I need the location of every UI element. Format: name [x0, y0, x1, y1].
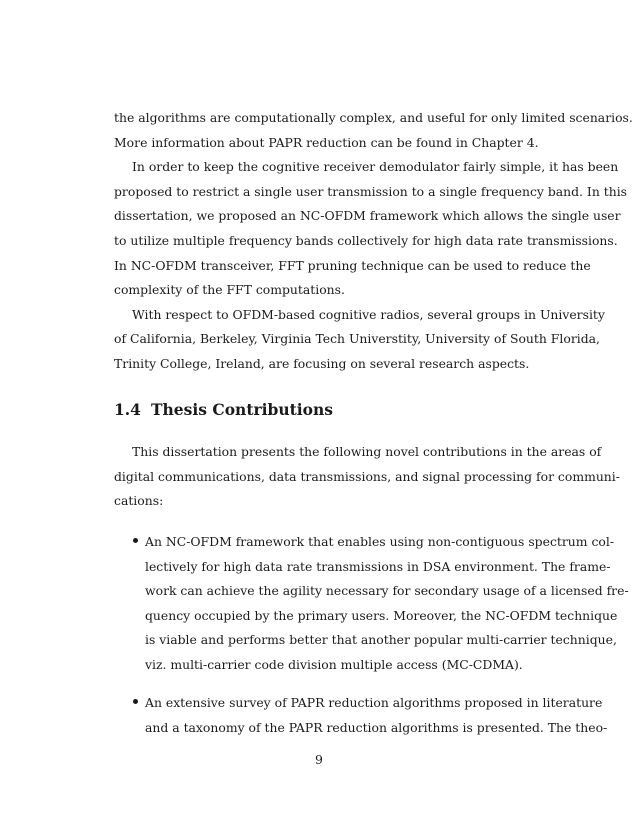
- text-line: quency occupied by the primary users. Moreover, the NC-OFDM technique: [145, 607, 618, 623]
- text-line: More information about PAPR reduction can be found in Chapter 4.: [114, 134, 539, 150]
- text-line: An NC-OFDM framework that enables using non-contiguous spectrum col-: [145, 534, 615, 549]
- page-number: 9: [315, 752, 323, 767]
- text-line: lectively for high data rate transmissions in DSA environment. The frame-: [145, 558, 611, 574]
- text-line: digital communications, data transmissions, and signal processing for communi-: [114, 468, 620, 484]
- text-line: cations:: [114, 493, 164, 509]
- text-line: An extensive survey of PAPR reduction algorithms proposed in literature: [145, 695, 603, 710]
- text-line: In order to keep the cognitive receiver demodulator fairly simple, it has been: [132, 159, 619, 175]
- text-line: In NC-OFDM transceiver, FFT pruning technique can be used to reduce the: [114, 257, 591, 273]
- paragraph-block-1: [114, 106, 633, 377]
- bullet-icon: [133, 538, 138, 543]
- section-number: 1.4: [114, 400, 141, 419]
- text-line: the algorithms are computationally complex, and useful for only limited scenarios.: [114, 110, 633, 125]
- text-line: and a taxonomy of the PAPR reduction algorithms is presented. The theo-: [145, 719, 608, 735]
- section-heading: [114, 400, 333, 419]
- text-line: proposed to restrict a single user transmission to a single frequency band. In this: [114, 183, 628, 199]
- text-line: dissertation, we proposed an NC-OFDM framework which allows the single user: [114, 208, 621, 224]
- text-line: This dissertation presents the following novel contributions in the areas of: [132, 444, 602, 459]
- section-title: Thesis Contributions: [150, 400, 334, 419]
- text-line: viz. multi-carrier code division multiple access (MC-CDMA).: [145, 656, 523, 672]
- paragraph-block-2: [114, 440, 620, 514]
- text-line: With respect to OFDM-based cognitive radios, several groups in University: [132, 306, 605, 322]
- text-line: work can achieve the agility necessary for secondary usage of a licensed fre-: [145, 583, 629, 599]
- text-line: is viable and performs better that another popular multi-carrier technique,: [145, 632, 617, 648]
- text-line: complexity of the FFT computations.: [114, 282, 345, 298]
- bullet-item-1: [133, 530, 629, 678]
- bullet-item-2: [133, 691, 608, 740]
- text-line: to utilize multiple frequency bands collectively for high data rate transmissions.: [114, 232, 618, 248]
- text-line: of California, Berkeley, Virginia Tech Universtity, University of South Florida,: [114, 331, 600, 347]
- text-line: Trinity College, Ireland, are focusing on several research aspects.: [114, 355, 530, 371]
- bullet-icon: [133, 699, 138, 704]
